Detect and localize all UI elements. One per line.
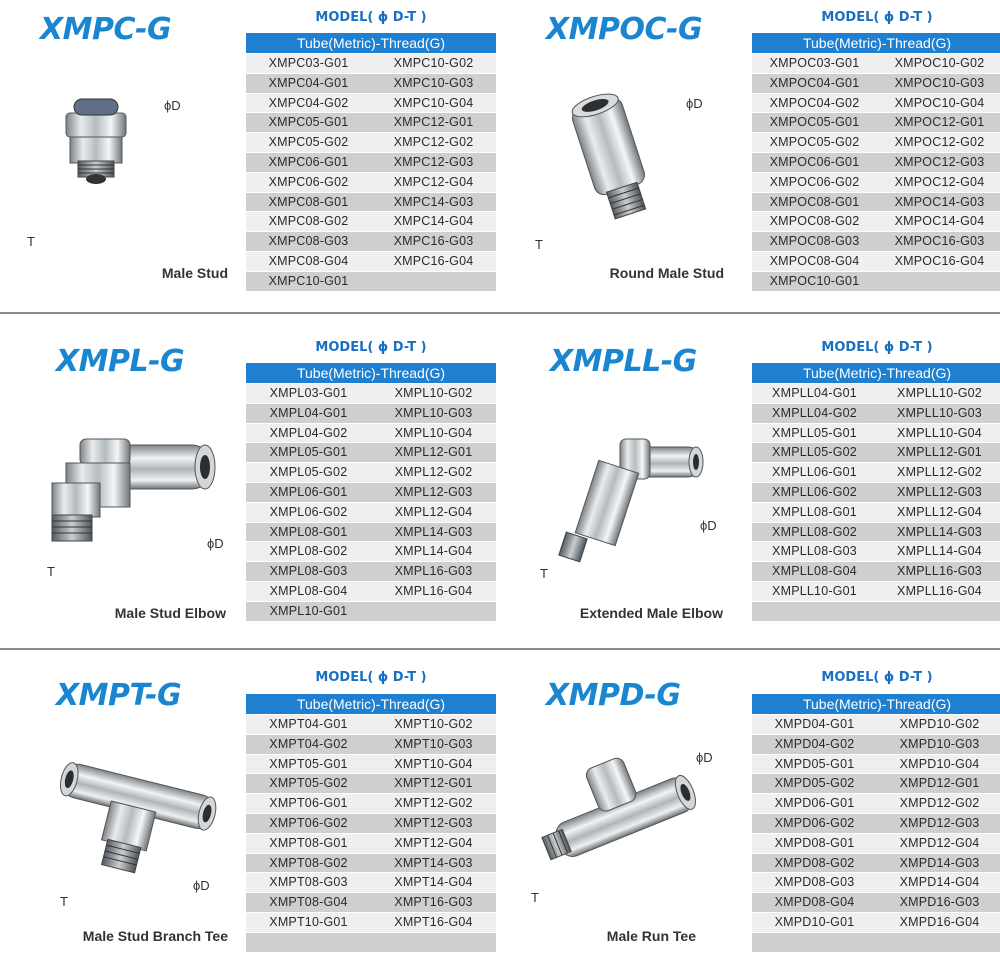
model-code: XMPOC05-G02 <box>769 135 860 150</box>
model-code: XMPL14-G03 <box>394 524 473 539</box>
model-code: XMPOC04-G02 <box>769 95 860 110</box>
model-code: XMPLL08-G03 <box>772 544 857 559</box>
model-code: XMPT10-G04 <box>394 756 473 771</box>
model-table <box>246 715 496 953</box>
fitting-caption: Male Stud Elbow <box>114 605 226 621</box>
model-code: XMPOC12-G03 <box>894 154 985 169</box>
table-row <box>246 774 496 794</box>
model-code <box>246 933 371 952</box>
table-row <box>752 873 1000 893</box>
table-row <box>752 153 1000 173</box>
model-code: XMPC10-G02 <box>393 56 474 70</box>
table-row <box>752 404 1000 424</box>
model-code: XMPLL06-G01 <box>772 465 857 480</box>
table-row <box>752 384 1000 404</box>
model-code: XMPD12-G01 <box>899 776 980 791</box>
model-code: XMPC08-G02 <box>268 214 349 229</box>
model-code: XMPC04-G01 <box>268 75 349 90</box>
table-row <box>752 854 1000 874</box>
table-row <box>246 523 496 543</box>
model-code: XMPT10-G02 <box>394 717 473 731</box>
model-code: XMPL10-G01 <box>269 603 348 618</box>
table-row <box>246 814 496 834</box>
table-row <box>246 94 496 114</box>
model-code: XMPC12-G04 <box>393 174 474 189</box>
model-code: XMPD04-G01 <box>774 717 855 731</box>
model-code: XMPL05-G02 <box>269 465 348 480</box>
table-row <box>752 133 1000 153</box>
panel-xmpd <box>500 664 1000 964</box>
table-row <box>752 523 1000 543</box>
table-row <box>246 873 496 893</box>
model-code: XMPLL06-G02 <box>772 484 857 499</box>
model-code: XMPD05-G01 <box>774 756 855 771</box>
model-code <box>877 933 1000 952</box>
model-code: XMPC05-G01 <box>268 115 349 130</box>
table-row <box>246 173 496 193</box>
table-row <box>246 715 496 735</box>
model-code: XMPL08-G03 <box>269 564 348 579</box>
dimension-d-label: ϕD <box>686 96 703 111</box>
dimension-t-label: T <box>27 234 35 249</box>
model-code: XMPL12-G04 <box>394 504 473 519</box>
model-code: XMPL06-G02 <box>269 504 348 519</box>
table-row <box>752 913 1000 933</box>
table-row <box>246 735 496 755</box>
model-code: XMPOC05-G01 <box>769 115 860 130</box>
model-code: XMPD10-G04 <box>899 756 980 771</box>
model-code: XMPT05-G01 <box>269 756 348 771</box>
model-code: XMPD16-G04 <box>899 914 980 929</box>
model-code: XMPLL12-G04 <box>897 504 982 519</box>
table-row <box>246 252 496 272</box>
table-row <box>752 252 1000 272</box>
model-code: XMPC12-G02 <box>393 135 474 150</box>
model-code: XMPT08-G01 <box>269 835 348 850</box>
model-code: XMPOC10-G01 <box>769 273 860 288</box>
model-code: XMPD14-G04 <box>899 875 980 890</box>
panel-xmpoc <box>500 0 1000 300</box>
model-code: XMPLL14-G04 <box>897 544 982 559</box>
model-code <box>752 933 877 952</box>
table-row <box>246 834 496 854</box>
panel-xmpt <box>0 664 500 964</box>
model-code: XMPLL10-G03 <box>897 405 982 420</box>
dimension-d-label: ϕD <box>164 98 181 113</box>
section-divider <box>0 312 1000 314</box>
model-code: XMPL08-G01 <box>269 524 348 539</box>
model-code: XMPC10-G03 <box>393 75 474 90</box>
model-header: MODEL( ϕ D-T ) <box>315 340 427 355</box>
model-code: XMPC06-G02 <box>268 174 349 189</box>
fitting-caption: Round Male Stud <box>609 265 724 281</box>
section-divider <box>0 648 1000 650</box>
model-code: XMPLL10-G04 <box>897 425 982 440</box>
table-row <box>752 424 1000 444</box>
model-code: XMPT12-G03 <box>394 815 473 830</box>
table-row <box>246 443 496 463</box>
model-code: XMPL03-G01 <box>269 386 348 400</box>
table-row <box>752 443 1000 463</box>
model-code: XMPC05-G02 <box>268 135 349 150</box>
table-row <box>246 794 496 814</box>
model-code: XMPLL08-G02 <box>772 524 857 539</box>
product-title: XMPC-G <box>40 12 172 47</box>
model-code: XMPL16-G04 <box>394 583 473 598</box>
model-code: XMPOC12-G02 <box>894 135 985 150</box>
dimension-d-label: ϕD <box>207 536 224 551</box>
model-code: XMPC16-G03 <box>393 234 474 249</box>
model-table <box>752 715 1000 953</box>
table-row <box>752 814 1000 834</box>
model-code: XMPD12-G02 <box>899 796 980 811</box>
table-row <box>246 133 496 153</box>
model-code: XMPC14-G03 <box>393 194 474 209</box>
model-code: XMPOC10-G04 <box>894 95 985 110</box>
dimension-t-label: T <box>540 566 548 581</box>
table-row <box>246 212 496 232</box>
fitting-caption: Male Run Tee <box>606 928 696 944</box>
model-header: MODEL( ϕ D-T ) <box>315 670 427 685</box>
model-code: XMPOC08-G01 <box>769 194 860 209</box>
model-code: XMPOC14-G03 <box>894 194 985 209</box>
model-code: XMPLL16-G03 <box>897 564 982 579</box>
table-header: Tube(Metric)-Thread(G) <box>752 363 1000 383</box>
panel-xmpll <box>500 330 1000 630</box>
model-code: XMPOC04-G01 <box>769 75 860 90</box>
table-row <box>752 774 1000 794</box>
model-code: XMPL05-G01 <box>269 445 348 460</box>
table-row <box>246 503 496 523</box>
model-code: XMPLL05-G02 <box>772 445 857 460</box>
model-code: XMPD12-G03 <box>899 815 980 830</box>
product-title: XMPD-G <box>546 678 681 713</box>
model-code: XMPT08-G02 <box>269 855 348 870</box>
model-code: XMPD10-G03 <box>899 736 980 751</box>
model-code: XMPT16-G04 <box>394 914 473 929</box>
male-run-tee-fitting-image <box>535 749 715 899</box>
model-code: XMPT14-G03 <box>394 855 473 870</box>
model-header: MODEL( ϕ D-T ) <box>821 340 933 355</box>
table-row <box>246 153 496 173</box>
product-title: XMPL-G <box>56 344 185 379</box>
table-row <box>246 483 496 503</box>
round-male-stud-fitting-image <box>535 90 705 240</box>
table-row <box>752 582 1000 602</box>
model-code: XMPOC08-G03 <box>769 234 860 249</box>
model-code: XMPC10-G01 <box>268 273 349 288</box>
table-row <box>246 272 496 292</box>
table-row <box>246 424 496 444</box>
model-code: XMPC12-G03 <box>393 154 474 169</box>
model-header: MODEL( ϕ D-T ) <box>315 10 427 25</box>
model-table <box>752 384 1000 622</box>
model-header: MODEL( ϕ D-T ) <box>821 10 933 25</box>
dimension-d-label: ϕD <box>696 750 713 765</box>
model-code: XMPT12-G02 <box>394 796 473 811</box>
model-code: XMPOC16-G04 <box>894 253 985 268</box>
male-stud-branch-tee-fitting-image <box>50 749 220 899</box>
table-row <box>752 173 1000 193</box>
model-code: XMPL08-G02 <box>269 544 348 559</box>
table-row <box>246 404 496 424</box>
model-table <box>752 54 1000 292</box>
fitting-caption: Male Stud Branch Tee <box>82 928 228 944</box>
table-row <box>752 794 1000 814</box>
panel-xmpc <box>0 0 500 300</box>
table-row <box>752 893 1000 913</box>
model-code: XMPT05-G02 <box>269 776 348 791</box>
model-code: XMPL10-G04 <box>394 425 473 440</box>
model-code: XMPC08-G04 <box>268 253 349 268</box>
table-header: Tube(Metric)-Thread(G) <box>246 363 496 383</box>
model-code: XMPD05-G02 <box>774 776 855 791</box>
model-header: MODEL( ϕ D-T ) <box>821 670 933 685</box>
model-code: XMPOC10-G03 <box>894 75 985 90</box>
model-code: XMPL04-G01 <box>269 405 348 420</box>
model-code: XMPOC03-G01 <box>769 56 860 70</box>
model-code: XMPD14-G03 <box>899 855 980 870</box>
model-code: XMPC06-G01 <box>268 154 349 169</box>
model-code <box>371 272 496 291</box>
table-row <box>752 463 1000 483</box>
table-row <box>752 94 1000 114</box>
table-row <box>246 913 496 933</box>
model-code: XMPT04-G01 <box>269 717 348 731</box>
model-code: XMPC10-G04 <box>393 95 474 110</box>
model-code <box>752 602 877 621</box>
model-code: XMPLL12-G01 <box>897 445 982 460</box>
table-row <box>246 933 496 953</box>
model-code <box>877 602 1000 621</box>
model-code: XMPLL12-G03 <box>897 484 982 499</box>
model-code <box>371 602 496 621</box>
model-code: XMPL12-G02 <box>394 465 473 480</box>
model-code: XMPLL10-G01 <box>772 583 857 598</box>
model-code: XMPLL08-G01 <box>772 504 857 519</box>
table-row <box>752 562 1000 582</box>
extended-male-elbow-fitting-image <box>540 425 710 575</box>
model-code: XMPLL16-G04 <box>897 583 982 598</box>
model-code: XMPC16-G04 <box>393 253 474 268</box>
male-stud-fitting-image <box>30 95 220 245</box>
model-code: XMPC14-G04 <box>393 214 474 229</box>
model-code: XMPL16-G03 <box>394 564 473 579</box>
table-row <box>246 113 496 133</box>
panel-xmpl <box>0 330 500 630</box>
model-code: XMPOC12-G01 <box>894 115 985 130</box>
male-stud-elbow-fitting-image <box>40 425 230 575</box>
table-row <box>752 602 1000 622</box>
model-code: XMPL14-G04 <box>394 544 473 559</box>
model-code: XMPT16-G03 <box>394 895 473 910</box>
model-code: XMPT08-G03 <box>269 875 348 890</box>
model-code: XMPT06-G01 <box>269 796 348 811</box>
model-code: XMPT10-G03 <box>394 736 473 751</box>
model-code: XMPOC14-G04 <box>894 214 985 229</box>
model-code: XMPT12-G04 <box>394 835 473 850</box>
table-row <box>752 933 1000 953</box>
model-code: XMPC12-G01 <box>393 115 474 130</box>
model-code: XMPOC16-G03 <box>894 234 985 249</box>
model-code: XMPC08-G03 <box>268 234 349 249</box>
product-title: XMPOC-G <box>546 12 703 47</box>
table-row <box>752 113 1000 133</box>
table-header: Tube(Metric)-Thread(G) <box>246 694 496 714</box>
model-code: XMPLL04-G02 <box>772 405 857 420</box>
table-row <box>752 54 1000 74</box>
table-row <box>246 602 496 622</box>
table-row <box>752 193 1000 213</box>
table-row <box>246 384 496 404</box>
model-code: XMPT04-G02 <box>269 736 348 751</box>
table-row <box>752 232 1000 252</box>
table-row <box>246 755 496 775</box>
model-code: XMPLL14-G03 <box>897 524 982 539</box>
table-row <box>246 232 496 252</box>
fitting-caption: Extended Male Elbow <box>579 605 723 621</box>
dimension-t-label: T <box>60 894 68 909</box>
model-code: XMPLL05-G01 <box>772 425 857 440</box>
model-code <box>371 933 496 952</box>
model-code: XMPOC08-G04 <box>769 253 860 268</box>
table-row <box>752 212 1000 232</box>
model-code: XMPD06-G02 <box>774 815 855 830</box>
table-row <box>752 735 1000 755</box>
product-title: XMPT-G <box>56 678 182 713</box>
model-code: XMPD08-G03 <box>774 875 855 890</box>
model-table <box>246 384 496 622</box>
model-code: XMPOC10-G02 <box>894 56 985 70</box>
table-header: Tube(Metric)-Thread(G) <box>752 33 1000 53</box>
model-code: XMPOC08-G02 <box>769 214 860 229</box>
model-code: XMPL04-G02 <box>269 425 348 440</box>
table-row <box>752 542 1000 562</box>
table-row <box>246 74 496 94</box>
model-code: XMPT14-G04 <box>394 875 473 890</box>
model-code: XMPLL08-G04 <box>772 564 857 579</box>
table-row <box>246 193 496 213</box>
model-code: XMPT06-G02 <box>269 815 348 830</box>
model-code: XMPL12-G01 <box>394 445 473 460</box>
table-row <box>246 893 496 913</box>
table-row <box>246 582 496 602</box>
model-code: XMPL08-G04 <box>269 583 348 598</box>
table-row <box>752 503 1000 523</box>
table-row <box>752 272 1000 292</box>
model-code: XMPL06-G01 <box>269 484 348 499</box>
dimension-d-label: ϕD <box>700 518 717 533</box>
table-row <box>246 854 496 874</box>
model-code: XMPC03-G01 <box>268 56 349 70</box>
table-row <box>246 463 496 483</box>
model-code: XMPL10-G02 <box>394 386 473 400</box>
model-code: XMPOC06-G02 <box>769 174 860 189</box>
model-code: XMPD16-G03 <box>899 895 980 910</box>
dimension-d-label: ϕD <box>193 878 210 893</box>
fitting-caption: Male Stud <box>161 265 228 281</box>
model-table <box>246 54 496 292</box>
model-code: XMPC08-G01 <box>268 194 349 209</box>
dimension-t-label: T <box>531 890 539 905</box>
table-row <box>752 834 1000 854</box>
table-header: Tube(Metric)-Thread(G) <box>246 33 496 53</box>
model-code: XMPT10-G01 <box>269 914 348 929</box>
model-code: XMPD06-G01 <box>774 796 855 811</box>
model-code: XMPT12-G01 <box>394 776 473 791</box>
model-code: XMPL12-G03 <box>394 484 473 499</box>
table-row <box>246 562 496 582</box>
model-code: XMPOC12-G04 <box>894 174 985 189</box>
table-row <box>752 74 1000 94</box>
model-code <box>877 272 1000 291</box>
model-code: XMPD10-G02 <box>899 717 980 731</box>
table-row <box>752 755 1000 775</box>
model-code: XMPOC06-G01 <box>769 154 860 169</box>
table-row <box>246 542 496 562</box>
dimension-t-label: T <box>535 237 543 252</box>
model-code: XMPD08-G02 <box>774 855 855 870</box>
model-code: XMPC04-G02 <box>268 95 349 110</box>
product-title: XMPLL-G <box>550 344 697 379</box>
model-code: XMPD08-G04 <box>774 895 855 910</box>
model-code: XMPD12-G04 <box>899 835 980 850</box>
model-code: XMPT08-G04 <box>269 895 348 910</box>
model-code: XMPLL04-G01 <box>772 386 857 400</box>
model-code: XMPL10-G03 <box>394 405 473 420</box>
model-code: XMPLL12-G02 <box>897 465 982 480</box>
model-code: XMPLL10-G02 <box>897 386 982 400</box>
model-code: XMPD08-G01 <box>774 835 855 850</box>
dimension-t-label: T <box>47 564 55 579</box>
table-header: Tube(Metric)-Thread(G) <box>752 694 1000 714</box>
table-row <box>246 54 496 74</box>
model-code: XMPD04-G02 <box>774 736 855 751</box>
table-row <box>752 715 1000 735</box>
model-code: XMPD10-G01 <box>774 914 855 929</box>
table-row <box>752 483 1000 503</box>
